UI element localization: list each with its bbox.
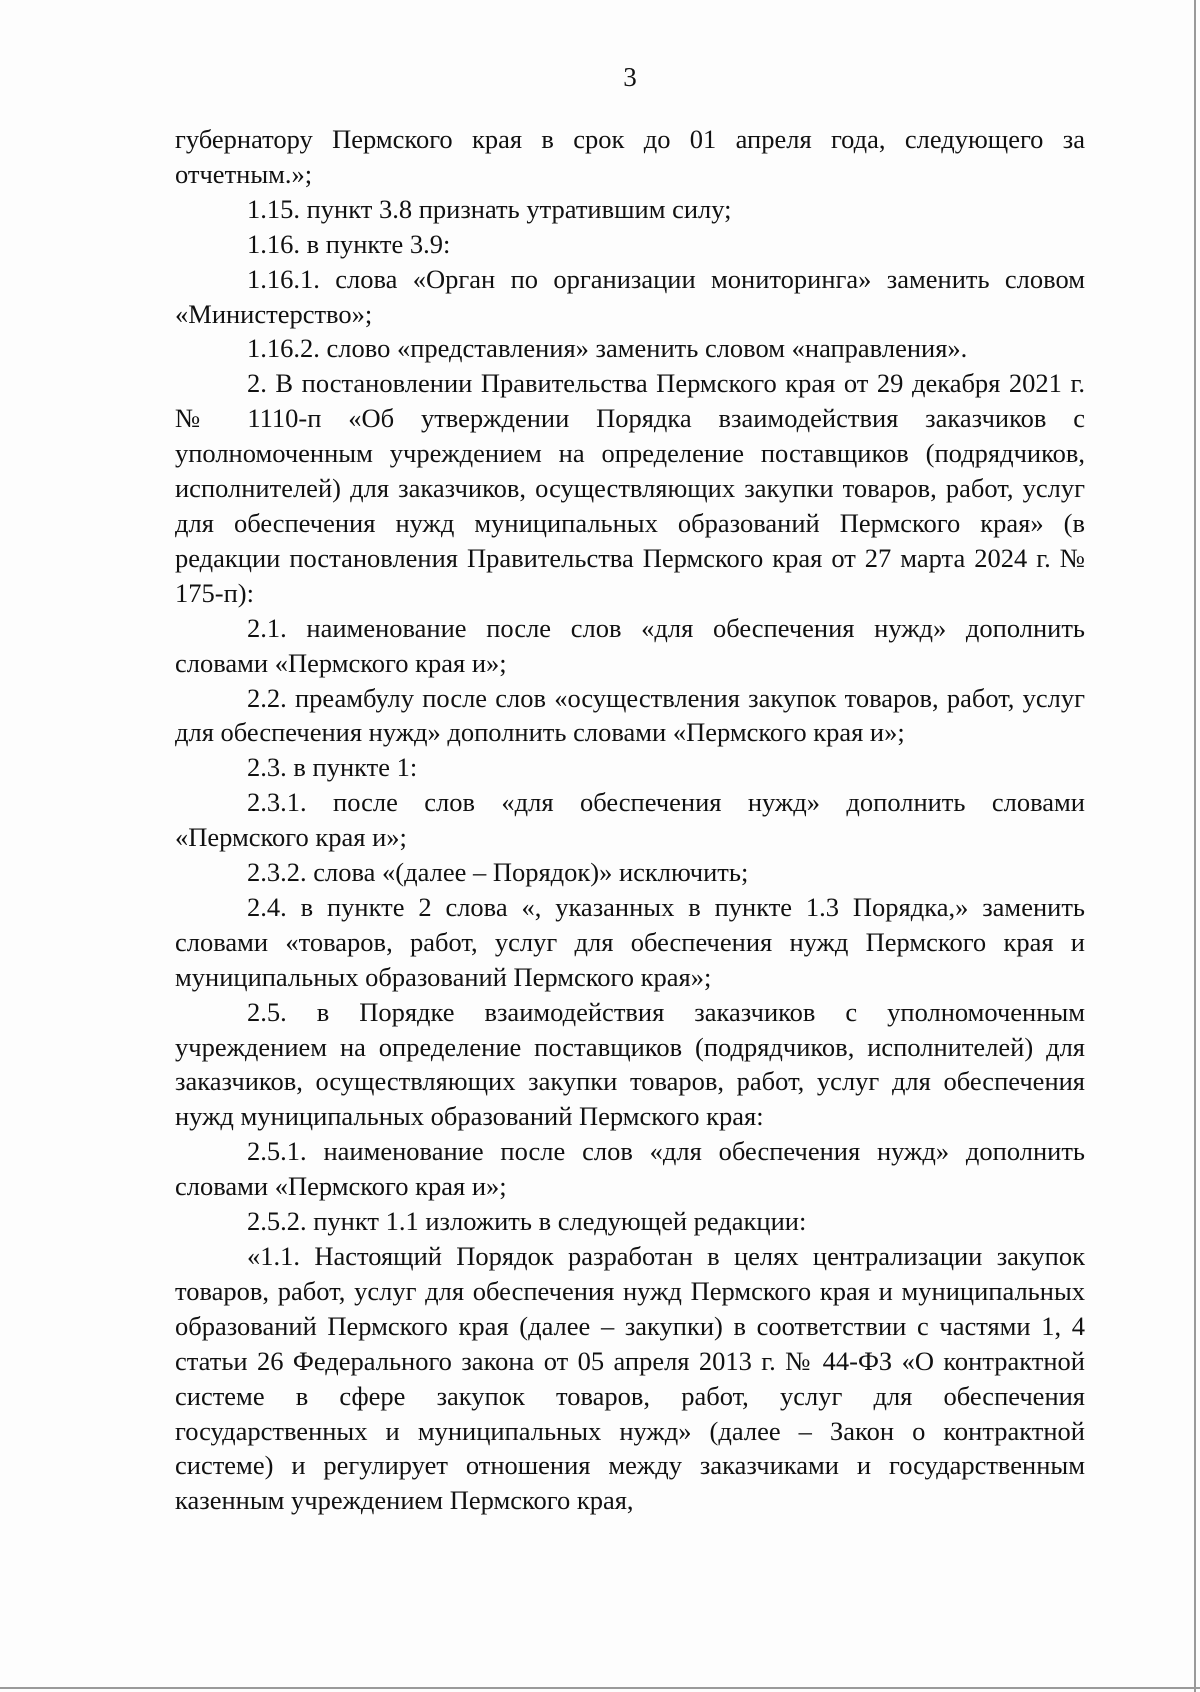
paragraph: 2.5.2. пункт 1.1 изложить в следующей редакции: [247,1206,807,1237]
paragraph: 1.16.1. слова «Орган по организации мониторинга» заменить словом «Министерство»; [175,263,1085,329]
page-edge-bottom [0,1687,1200,1689]
paragraph: 2.5.1. наименование после слов «для обеспечения нужд» дополнить словами «Пермского края и»; [175,1136,1085,1202]
paragraph: 2.3. в пункте 1: [247,752,418,783]
paragraph: 2.5. в Порядке взаимодействия заказчиков с уполномоченным учреждением на определение поставщиков (подрядчиков, исполнителей) для заказчиков, осуществляющих закупки товаров, работ, услуг для обеспечения нужд муниципальных образований Пермского края: [175,996,1085,1132]
paragraph: 2.3.1. после слов «для обеспечения нужд» дополнить словами «Пермского края и»; [175,787,1085,853]
paragraph: 1.15. пункт 3.8 признать утратившим силу; [247,193,732,224]
page-edge-right [1194,0,1196,1692]
paragraph: 2.4. в пункте 2 слова «, указанных в пункте 1.3 Порядка,» заменить словами «товаров, работ, услуг для обеспечения нужд Пермского края и муниципальных образований Пермского края»; [175,891,1085,992]
paragraph: 2.3.2. слова «(далее – Порядок)» исключить; [247,857,749,888]
paragraph: 1.16. в пункте 3.9: [247,228,451,259]
paragraph: 2.2. преамбулу после слов «осуществления закупок товаров, работ, услуг для обеспечения нужд» дополнить словами «Пермского края и»; [175,682,1085,748]
page-number: 3 [623,62,637,92]
paragraph: губернатору Пермского края в срок до 01 апреля года, следующего за отчетным.»; [175,124,1085,189]
paragraph: 1.16.2. слово «представления» заменить словом «направления». [247,333,968,364]
paragraph: 2. В постановлении Правительства Пермского края от 29 декабря 2021 г. № 1110-п «Об утверждении Порядка взаимодействия заказчиков с уполномоченным учреждением на определение поставщиков (подрядчиков, исполнителей) для заказчиков, осуществляющих закупки товаров, работ, услуг для обеспечения нужд муниципальных образований Пермского края» (в редакции постановления Правительства Пермского края от 27 марта 2024 г. № 175-п): [175,368,1085,608]
paragraph: 2.1. наименование после слов «для обеспечения нужд» дополнить словами «Пермского края и»; [175,612,1085,678]
paragraph: «1.1. Настоящий Порядок разработан в целях централизации закупок товаров, работ, услуг для обеспечения нужд Пермского края и муниципальных образований Пермского края (далее – закупки) в соответствии с частями 1, 4 статьи 26 Федерального закона от 05 апреля 2013 г. № 44-ФЗ «О контрактной системе в сфере закупок товаров, работ, услуг для обеспечения государственных и муниципальных нужд» (далее – Закон о контрактной системе) и регулирует отношения между заказчиками и государственным казенным учреждением Пермского края, [175,1241,1085,1516]
document-body [175,122,1085,1518]
